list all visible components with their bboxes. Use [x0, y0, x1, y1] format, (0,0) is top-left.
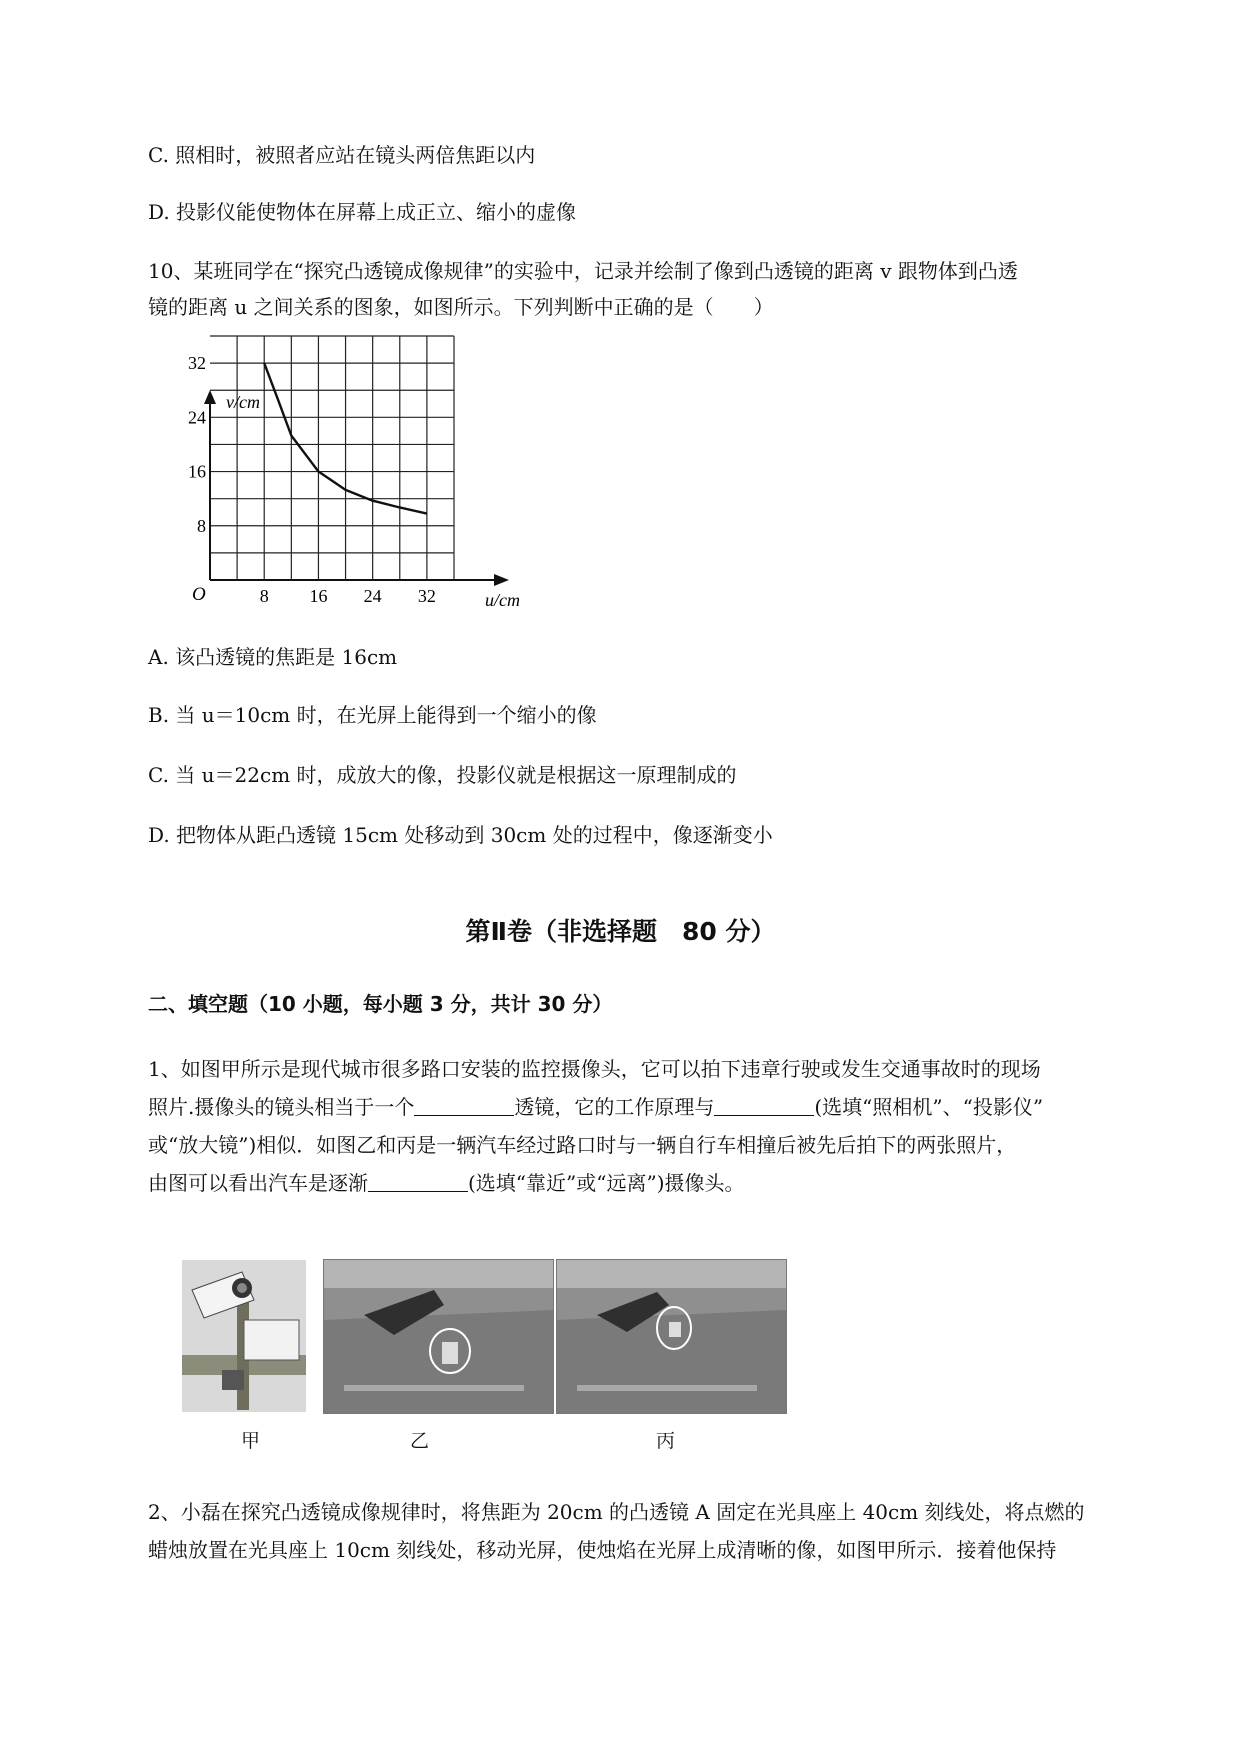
- y-tick-label: 24: [188, 407, 206, 428]
- y-tick-label: 8: [197, 515, 206, 536]
- q9-option-c: C. 照相时，被照者应站在镜头两倍焦距以内: [148, 143, 536, 167]
- q10-option-a: A. 该凸透镜的焦距是 16cm: [148, 645, 398, 669]
- caption-yi: 乙: [410, 1430, 430, 1452]
- traffic-photo-yi: [323, 1259, 554, 1414]
- q10-stem-line2: 镜的距离 u 之间关系的图象，如图所示。下列判断中正确的是（ ）: [148, 295, 774, 319]
- answer-blank[interactable]: [414, 1093, 514, 1116]
- chart-xlabel: u/cm: [485, 590, 520, 610]
- q1-text: 透镜，它的工作原理与: [514, 1095, 715, 1119]
- q10-option-c: C. 当 u＝22cm 时，成放大的像，投影仪就是根据这一原理制成的: [148, 763, 737, 787]
- x-tick-label: 8: [259, 586, 269, 606]
- traffic-scene-image: [557, 1260, 786, 1413]
- q1-text: (选填“靠近”或“远离”)摄像头。: [468, 1171, 745, 1195]
- q2-stem-line1: 2、小磊在探究凸透镜成像规律时，将焦距为 20cm 的凸透镜 A 固定在光具座上 40cm 刻线处，将点燃的: [148, 1500, 1085, 1524]
- y-tick-label: 16: [188, 461, 206, 482]
- chart-grid: [210, 336, 454, 580]
- q1-text: 照片.摄像头的镜头相当于一个: [148, 1095, 415, 1119]
- q1-text: 由图可以看出汽车是逐渐: [148, 1171, 368, 1195]
- q1-line1: 1、如图甲所示是现代城市很多路口安装的监控摄像头，它可以拍下违章行驶或发生交通事故时的现场: [148, 1057, 1041, 1081]
- answer-blank[interactable]: [368, 1169, 468, 1192]
- q1-line4: [148, 1164, 1158, 1202]
- q10-option-d: D. 把物体从距凸透镜 15cm 处移动到 30cm 处的过程中，像逐渐变小: [148, 823, 773, 847]
- q10-chart: [180, 353, 540, 620]
- traffic-scene-image: [324, 1260, 553, 1413]
- y-tick-label: 32: [188, 353, 206, 374]
- x-axis-arrow: [494, 574, 509, 586]
- x-tick-label: 32: [417, 586, 436, 606]
- q1-line2: [148, 1088, 1158, 1126]
- part2-title: 第Ⅱ卷（非选择题 80 分）: [465, 917, 776, 946]
- chart-ylabel: v/cm: [226, 392, 260, 412]
- q9-option-d: D. 投影仪能使物体在屏幕上成正立、缩小的虚像: [148, 200, 577, 224]
- q10-stem-line1: 10、某班同学在“探究凸透镜成像规律”的实验中，记录并绘制了像到凸透镜的距离 v 跟物体到凸透: [148, 259, 1018, 283]
- answer-blank[interactable]: [714, 1093, 814, 1116]
- camera-photo: [182, 1260, 306, 1412]
- caption-bing: 丙: [656, 1430, 676, 1452]
- q1-paragraph: [148, 1050, 1158, 1202]
- surveillance-camera-image: [182, 1260, 306, 1412]
- chart-origin-label: O: [192, 584, 206, 605]
- q10-option-b: B. 当 u＝10cm 时，在光屏上能得到一个缩小的像: [148, 703, 597, 727]
- chart-axes: [204, 390, 509, 586]
- traffic-photo-bing: [556, 1259, 787, 1414]
- q2-stem-line2: 蜡烛放置在光具座上 10cm 刻线处，移动光屏，使烛焰在光屏上成清晰的像，如图甲所示．接着他保持: [148, 1538, 1057, 1562]
- q1-text: (选填“照相机”、“投影仪”: [814, 1095, 1044, 1119]
- section-fill-blank-heading: 二、填空题（10 小题，每小题 3 分，共计 30 分）: [148, 992, 613, 1016]
- x-tick-label: 16: [309, 586, 328, 606]
- x-tick-label: 24: [363, 586, 382, 606]
- y-axis-arrow: [204, 390, 216, 404]
- q1-line3: 或“放大镜”)相似．如图乙和丙是一辆汽车经过路口时与一辆自行车相撞后被先后拍下的两张照片，: [148, 1133, 1017, 1157]
- caption-jia: 甲: [241, 1430, 261, 1452]
